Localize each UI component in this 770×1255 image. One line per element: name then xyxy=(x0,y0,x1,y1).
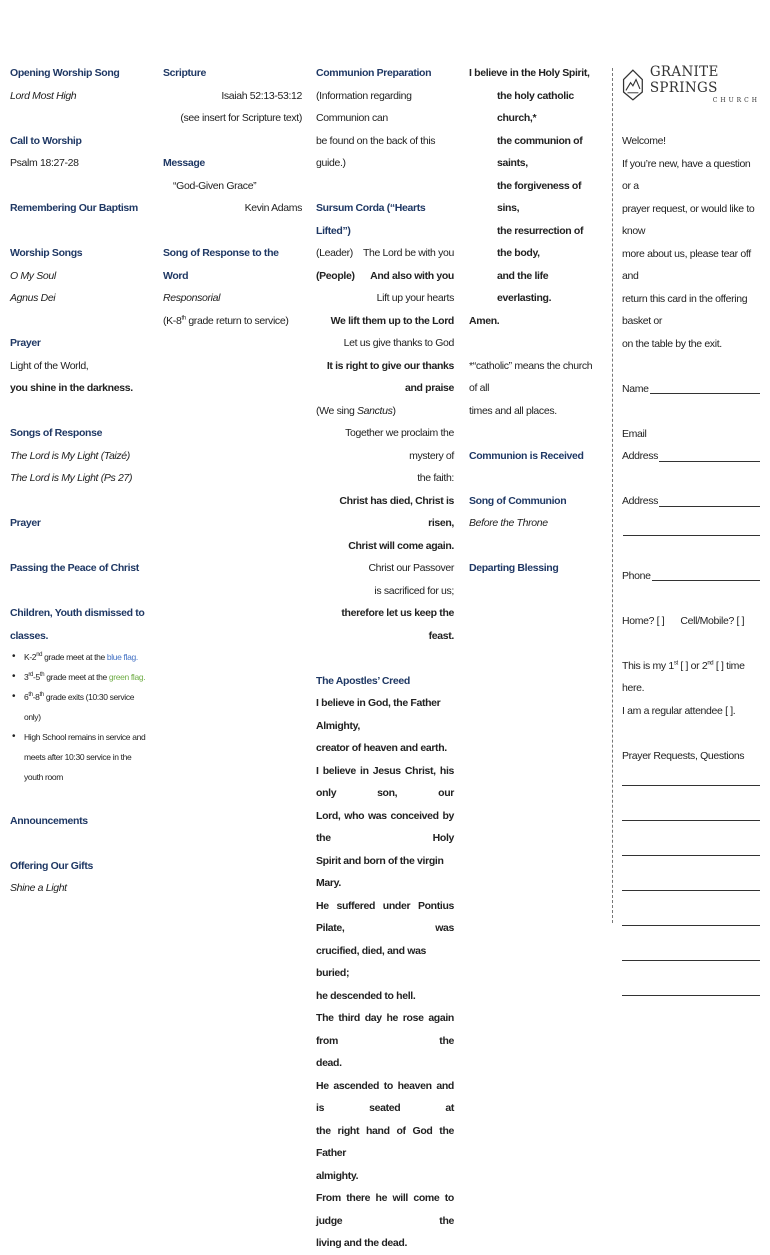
children-class-list xyxy=(10,647,150,787)
list-item: • 3rd-5th grade meet at the green flag. xyxy=(24,667,150,687)
remembering-baptism-heading: Remembering Our Baptism xyxy=(10,202,138,214)
order-of-worship-column-1 xyxy=(10,62,150,900)
prayer-heading: Prayer xyxy=(10,337,41,349)
offering-song: Shine a Light xyxy=(10,882,67,894)
prayer-requests-label: Prayer Requests, Questions xyxy=(622,749,745,762)
catholic-footnote: *“catholic” means the church of all xyxy=(469,359,593,394)
call-to-worship-ref: Psalm 18:27-28 xyxy=(10,157,79,169)
prayer-2-heading: Prayer xyxy=(10,517,41,529)
church-logo xyxy=(622,62,760,108)
list-item: • K-2nd grade meet at the blue flag. xyxy=(24,647,150,667)
scripture-heading: Scripture xyxy=(163,67,206,79)
prayer-line: Light of the World, xyxy=(10,359,89,372)
liturgy-line: We lift them up to the Lord xyxy=(330,314,454,327)
welcome-line: prayer request, or would like to know xyxy=(622,202,755,237)
prayer-response: you shine in the darkness. xyxy=(10,382,133,394)
creed-line: creator of heaven and earth. xyxy=(316,742,447,754)
liturgy-line: Lift up your hearts xyxy=(376,292,454,304)
creed-line: Spirit and born of the virgin Mary. xyxy=(316,854,444,889)
communion-prep-line-1: (Information regarding Communion can xyxy=(316,89,412,124)
song-of-communion: Before the Throne xyxy=(469,517,548,529)
liturgy-line: the faith: xyxy=(417,472,454,484)
children-dismissed-heading: Children, Youth dismissed to classes. xyxy=(10,607,145,642)
order-of-worship-column-4 xyxy=(469,62,596,580)
catholic-footnote: times and all places. xyxy=(469,404,557,417)
apostles-creed-heading: The Apostles’ Creed xyxy=(316,674,410,687)
creed-line: He suffered under Pontius Pilate, was xyxy=(316,899,454,934)
creed-line: I believe in Jesus Christ, his only son, our xyxy=(316,764,454,799)
song-of-communion-heading: Song of Communion xyxy=(469,494,567,507)
welcome-line: If you’re new, have a question or a xyxy=(622,157,751,192)
regular-attendee-line[interactable]: I am a regular attendee [ ]. xyxy=(622,704,736,717)
phone-type-row[interactable] xyxy=(622,610,760,633)
creed-line: crucified, died, and was buried; xyxy=(316,944,427,979)
welcome-line: return this card in the offering basket or xyxy=(622,292,748,327)
opening-worship-song-heading: Opening Worship Song xyxy=(10,67,120,79)
liturgy-line: Christ will come again. xyxy=(348,539,454,552)
scripture-note: (see insert for Scripture text) xyxy=(180,112,302,124)
logo-subtitle: CHURCH xyxy=(712,97,760,104)
response-song-1: The Lord is My Light (Taizé) xyxy=(10,449,130,462)
song-of-response: Responsorial xyxy=(163,292,221,304)
order-of-worship-column-3 xyxy=(316,62,454,1255)
creed-line: the holy catholic church,* xyxy=(497,89,574,124)
connection-card xyxy=(622,62,760,1016)
creed-line: the forgiveness of sins, xyxy=(497,179,582,214)
logo-name: GRANITE SPRINGS xyxy=(649,64,719,96)
liturgy-line: (We sing Sanctus) xyxy=(316,404,396,417)
email-field[interactable]: Address xyxy=(622,445,760,468)
home-checkbox[interactable]: Home? [ ] xyxy=(622,614,665,627)
cell-checkbox[interactable]: Cell/Mobile? [ ] xyxy=(680,614,745,627)
passing-peace-heading: Passing the Peace of Christ xyxy=(10,562,139,574)
leader-row: (Leader) The Lord be with you xyxy=(316,247,454,259)
list-item: • 6th-8th grade exits (10:30 service only) xyxy=(24,687,150,727)
order-of-worship-column-2 xyxy=(163,62,302,332)
departing-blessing-heading: Departing Blessing xyxy=(469,562,559,574)
songs-of-response-heading: Songs of Response xyxy=(10,427,103,439)
name-field[interactable]: Name xyxy=(622,378,760,401)
creed-line: and the life everlasting. xyxy=(497,269,552,304)
address-field-2[interactable] xyxy=(622,535,760,542)
creed-line: he descended to hell. xyxy=(316,989,416,1002)
list-item: • High School remains in service and meets after 10:30 service in the youth room xyxy=(24,727,150,787)
announcements-heading: Announcements xyxy=(10,814,88,827)
opening-worship-song: Lord Most High xyxy=(10,89,77,102)
creed-line: dead. xyxy=(316,1057,342,1069)
phone-field[interactable]: Phone xyxy=(622,565,760,588)
response-song-2: The Lord is My Light (Ps 27) xyxy=(10,472,133,484)
creed-line: The third day he rose again from the xyxy=(316,1012,454,1047)
liturgy-line: Together we proclaim the mystery of xyxy=(345,427,454,462)
liturgy-line: Christ has died, Christ is risen, xyxy=(339,494,454,529)
liturgy-line: therefore let us keep the feast. xyxy=(341,607,454,642)
call-to-worship-heading: Call to Worship xyxy=(10,134,82,147)
communion-preparation-heading: Communion Preparation xyxy=(316,67,432,79)
creed-line: He ascended to heaven and is seated at xyxy=(316,1079,454,1114)
welcome-line: more about us, please tear off and xyxy=(622,247,751,282)
welcome-line: Welcome! xyxy=(622,135,666,147)
tear-off-line xyxy=(612,68,613,923)
creed-line: Lord, who was conceived by the Holy xyxy=(316,809,454,844)
creed-line: the resurrection of the body, xyxy=(497,224,584,259)
visit-count-line[interactable]: This is my 1st [ ] or 2nd [ ] time here. xyxy=(622,659,745,694)
liturgy-line: Let us give thanks to God xyxy=(343,337,454,349)
welcome-line: on the table by the exit. xyxy=(622,337,722,350)
offering-heading: Offering Our Gifts xyxy=(10,859,93,872)
creed-line: the communion of saints, xyxy=(497,134,583,169)
liturgy-line: It is right to give our thanks and praise xyxy=(326,359,454,394)
communion-prep-line-2: be found on the back of this guide.) xyxy=(316,134,436,169)
email-label: Email xyxy=(622,427,647,440)
speaker-name: Kevin Adams xyxy=(244,202,302,214)
creed-line: I believe in God, the Father Almighty, xyxy=(316,697,441,732)
worship-song-1: O My Soul xyxy=(10,269,56,282)
liturgy-line: is sacrificed for us; xyxy=(374,584,454,597)
creed-line: the right hand of God the Father xyxy=(316,1124,454,1159)
sursum-corda-heading: Sursum Corda (“Hearts Lifted”) xyxy=(316,202,426,237)
song-of-response-note: (K-8th grade return to service) xyxy=(163,314,289,327)
worship-song-2: Agnus Dei xyxy=(10,292,56,304)
scripture-reference: Isaiah 52:13-53:12 xyxy=(221,89,302,102)
message-heading: Message xyxy=(163,157,205,169)
people-row: (People) And also with you xyxy=(316,269,454,282)
amen: Amen. xyxy=(469,314,500,327)
worship-songs-heading: Worship Songs xyxy=(10,247,83,259)
creed-line: living and the dead. xyxy=(316,1237,408,1249)
address-field[interactable]: Address xyxy=(622,490,760,513)
mountain-icon xyxy=(622,64,644,106)
liturgy-line: Christ our Passover xyxy=(368,562,454,574)
creed-line: almighty. xyxy=(316,1169,359,1182)
prayer-requests-field[interactable] xyxy=(622,767,760,996)
creed-line: From there he will come to judge the xyxy=(316,1192,454,1227)
creed-line: I believe in the Holy Spirit, xyxy=(469,67,590,79)
message-title: “God-Given Grace” xyxy=(173,179,257,192)
communion-received-heading: Communion is Received xyxy=(469,449,584,462)
song-of-response-heading: Song of Response to the Word xyxy=(163,247,279,282)
